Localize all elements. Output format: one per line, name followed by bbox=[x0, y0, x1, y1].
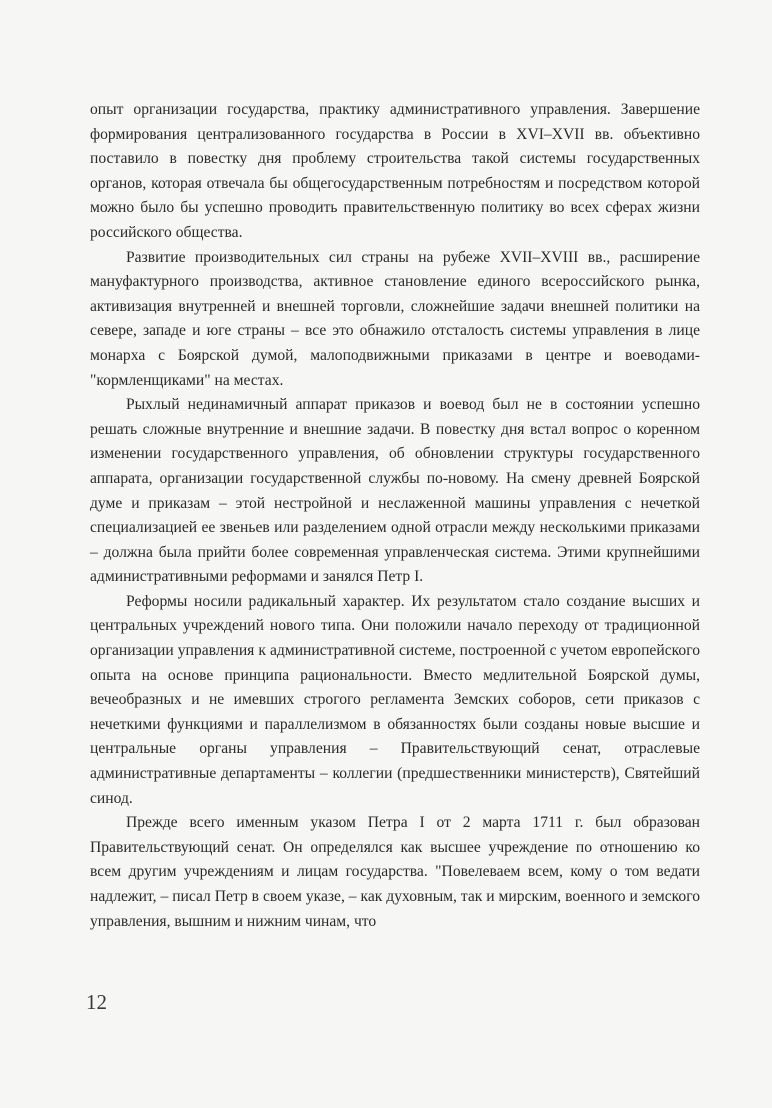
page-number: 12 bbox=[86, 990, 107, 1014]
body-text bbox=[90, 98, 700, 934]
paragraph-2: Развитие производительных сил страны на рубеже XVII–XVIII вв., расширение мануфактурного производства, активное становление единого всероссийского рынка, активизация внутренней и внешней торговли, сложнейшие задачи внешней политики на севере, западе и юге страны – все это обнажило отсталость системы управления в лице монарха с Боярской думой, малоподвижными приказами в центре и воеводами-"кормленщиками" на местах. bbox=[90, 248, 700, 389]
paragraph-4: Реформы носили радикальный характер. Их результатом стало создание высших и центральных учреждений нового типа. Они положили начало переходу от традиционной организации управления к административной системе, построенной с учетом европейского опыта на основе принципа рациональности. Вместо медлительной Боярской думы, вечеобразных и не имевших строгого регламента Земских соборов, сети приказов с нечеткими функциями и параллелизмом в обязанностях были созданы новые высшие и центральные органы управления – Правительствующий сенат, отраслевые административные департаменты – коллегии (предшественники министерств), Святейший синод. bbox=[90, 592, 700, 807]
paragraph-1: опыт организации государства, практику административного управления. Завершение формирования централизованного государства в России в XVI–XVII вв. объективно поставило в повестку дня проблему строительства такой системы государственных органов, которая отвечала бы общегосударственным потребностям и посредством которой можно было бы успешно проводить правительственную политику во всех сферах жизни российского общества. bbox=[90, 101, 700, 241]
paragraph-5: Прежде всего именным указом Петра I от 2 марта 1711 г. был образован Правительствующий сенат. Он определялся как высшее учреждение по отношению ко всем другим учреждениям и лицам государства. "Повелеваем всем, кому о том ведати надлежит, – писал Петр в своем указе, – как духовным, так и мирским, военного и земского управления, вышним и нижним чинам, что bbox=[90, 814, 700, 930]
paragraph-3: Рыхлый нединамичный аппарат приказов и воевод был не в состоянии успешно решать сложные внутренние и внешние задачи. В повестку дня встал вопрос о коренном изменении государственного управления, об обновлении структуры государственного аппарата, организации государственной службы по-новому. На смену древней Боярской думе и приказам – этой нестройной и неслаженной машины управления с нечеткой специализацией ее звеньев или разделением одной отрасли между несколькими приказами – должна была прийти более современная управленческая система. Этими крупнейшими административными реформами и занялся Петр I. bbox=[90, 396, 700, 586]
